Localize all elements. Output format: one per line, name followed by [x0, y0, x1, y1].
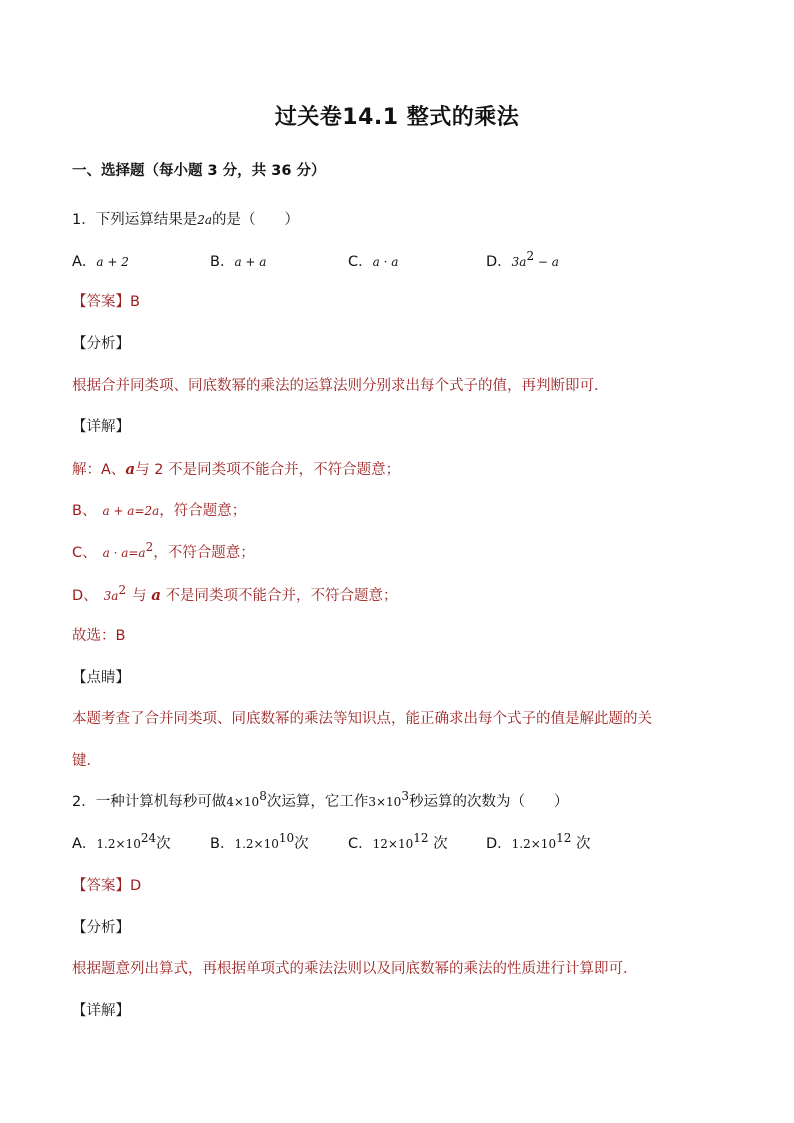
option-expr: 3a [511, 255, 527, 269]
option-unit: 次 [156, 836, 171, 852]
option-exponent: 2 [526, 249, 535, 263]
detail-math: a + a=2a [102, 504, 160, 518]
q2-stem-math-2: 3×10 [368, 795, 402, 809]
detail-var: a [125, 460, 136, 478]
detail-math: 3a [103, 589, 119, 603]
q1-detail-a [72, 459, 400, 480]
detail-text: 与 [132, 588, 152, 604]
detail-text: D、 [72, 588, 98, 604]
q2-option-c [348, 831, 448, 854]
detail-text: 解：A、 [72, 462, 126, 478]
q1-detail-heading: 【详解】 [72, 419, 130, 435]
option-expr-rest: − a [534, 255, 559, 269]
page-title: 过关卷14.1 整式的乘法 [274, 105, 520, 130]
q1-option-a [72, 252, 129, 272]
option-unit: 次 [428, 836, 448, 852]
q1-detail-c [72, 540, 255, 563]
q1-option-d [486, 249, 559, 272]
q1-analysis: 根据合并同类项、同底数幂的乘法的运算法则分别求出每个式子的值，再判断即可． [72, 378, 609, 394]
detail-text: 与 2 不是同类项不能合并，不符合题意； [135, 462, 401, 478]
q1-comment-line-1: 本题考查了合并同类项、同底数幂的乘法等知识点，能正确求出每个式子的值是解此题的关 [72, 711, 652, 727]
option-label: D． [486, 836, 512, 852]
q2-option-d [486, 831, 591, 854]
detail-text: 不是同类项不能合并，不符合题意； [160, 588, 398, 604]
option-exponent: 12 [413, 831, 429, 845]
q1-stem [72, 210, 299, 230]
option-label: A． [72, 254, 97, 270]
option-label: B． [210, 836, 235, 852]
option-expr: 1.2×10 [511, 837, 557, 851]
q1-detail-d [72, 585, 398, 606]
option-expr: a · a [372, 255, 399, 269]
option-unit: 次 [571, 836, 591, 852]
option-label: C． [348, 254, 373, 270]
q2-stem-text: 2．一种计算机每秒可做 [72, 794, 227, 810]
detail-math: a · a=a [102, 546, 146, 560]
option-expr: 1.2×10 [234, 837, 279, 851]
detail-exponent: 2 [145, 540, 154, 554]
option-expr: a + 2 [96, 255, 129, 269]
option-label: C． [348, 836, 373, 852]
detail-text: ，不符合题意； [153, 545, 255, 561]
q1-comment-heading: 【点睛】 [72, 670, 130, 686]
q1-analysis-heading: 【分析】 [72, 336, 130, 352]
q1-stem-math: 2a [197, 213, 213, 227]
q2-stem-tail: 秒运算的次数为（ ） [408, 794, 569, 810]
option-exponent: 12 [556, 831, 572, 845]
q2-stem-exponent-1: 8 [259, 789, 267, 803]
q1-stem-tail: 的是（ ） [212, 212, 300, 228]
detail-var: a [151, 586, 161, 604]
option-label: B． [210, 254, 235, 270]
option-unit: 次 [294, 836, 309, 852]
option-label: A． [72, 836, 97, 852]
q2-detail-heading: 【详解】 [72, 1003, 130, 1019]
option-expr: 1.2×10 [96, 837, 141, 851]
option-expr: a + a [234, 255, 267, 269]
option-expr: 12×10 [372, 837, 414, 851]
q2-option-b [210, 831, 309, 854]
q1-option-b [210, 252, 266, 272]
q2-stem-math-1: 4×10 [226, 795, 260, 809]
q1-stem-text: 1．下列运算结果是 [72, 212, 198, 228]
detail-text: C、 [72, 545, 97, 561]
q2-answer: 【答案】D [72, 878, 142, 894]
detail-exponent: 2 [118, 583, 127, 597]
q1-answer: 【答案】B [72, 294, 140, 310]
q2-analysis: 根据题意列出算式，再根据单项式的乘法法则以及同底数幂的乘法的性质进行计算即可． [72, 961, 638, 977]
q2-option-a [72, 831, 171, 854]
q1-comment-line-2: 键． [72, 753, 101, 769]
option-label: D． [486, 254, 512, 270]
q2-analysis-heading: 【分析】 [72, 920, 130, 936]
q1-detail-b [72, 501, 246, 521]
q2-stem [72, 789, 569, 812]
q2-stem-text: 次运算，它工作 [266, 794, 369, 810]
section-heading: 一、选择题（每小题 3 分，共 36 分） [72, 163, 326, 179]
option-exponent: 24 [140, 831, 157, 845]
q1-choose: 故选：B [72, 628, 126, 644]
q2-stem-exponent-2: 3 [401, 789, 409, 803]
option-exponent: 10 [278, 831, 295, 845]
detail-text: B、 [72, 503, 97, 519]
q1-option-c [348, 252, 398, 272]
detail-text: ，符合题意； [159, 503, 247, 519]
